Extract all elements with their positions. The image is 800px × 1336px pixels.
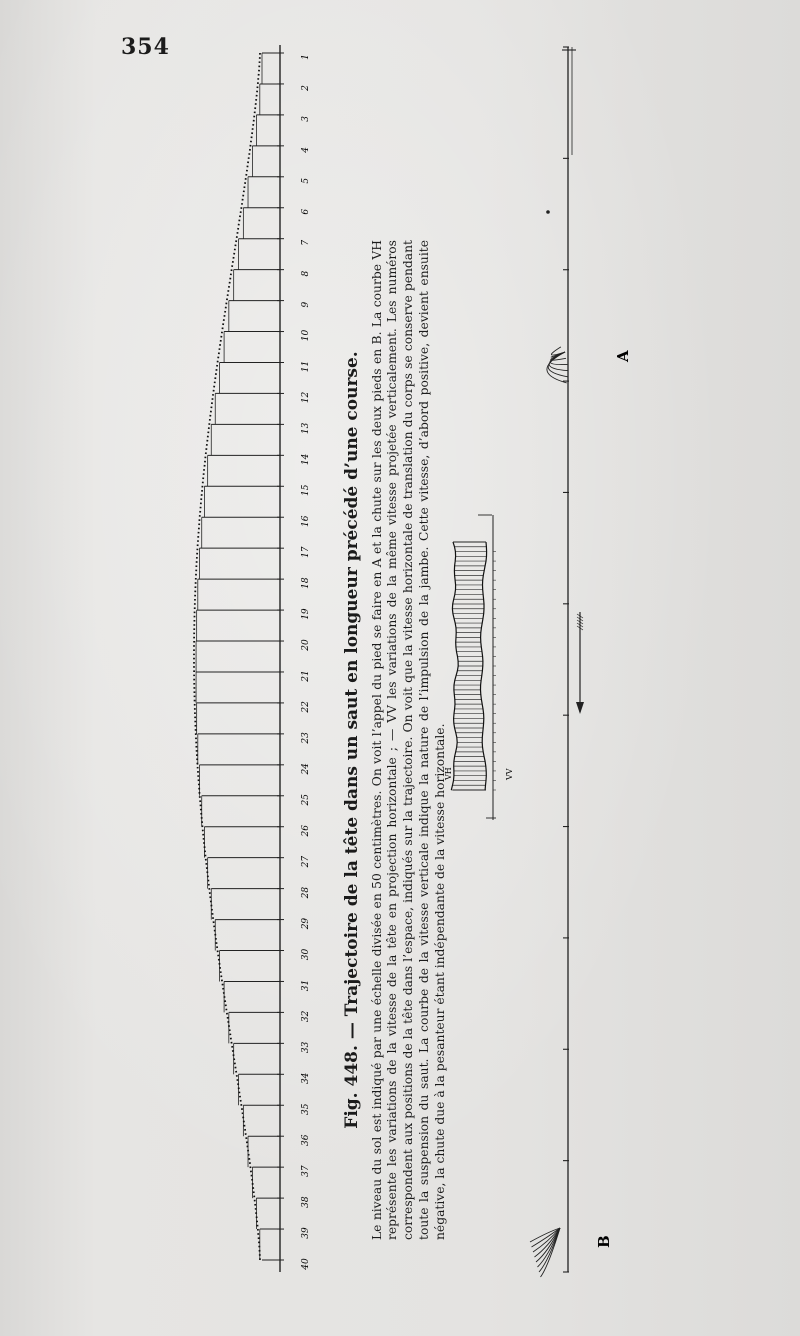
trajectory-dotted-curve	[194, 53, 260, 1260]
ink-dot	[546, 210, 550, 214]
position-number: 33	[301, 1041, 311, 1054]
position-number: 5	[301, 177, 311, 184]
position-number: 27	[301, 855, 311, 868]
position-number: 12	[301, 391, 311, 404]
position-number: 34	[301, 1072, 311, 1085]
position-number: 39	[301, 1227, 311, 1239]
position-number: 32	[301, 1010, 311, 1023]
position-number: 25	[301, 794, 311, 806]
figure-caption	[342, 240, 448, 1240]
position-number: 7	[301, 239, 311, 246]
label-vh: VH	[444, 767, 453, 780]
position-number: 29	[301, 917, 311, 930]
position-number: 19	[301, 608, 311, 620]
position-number: 40	[301, 1258, 311, 1270]
position-number: 11	[301, 360, 311, 373]
direction-arrow-head	[576, 702, 584, 714]
position-number: 37	[301, 1165, 311, 1177]
foot-mark-a	[547, 352, 567, 383]
position-number: 24	[301, 763, 311, 775]
position-number: 10	[301, 329, 311, 342]
label-a: A	[614, 350, 632, 362]
page-number: 354	[121, 34, 170, 60]
ground-scale	[562, 47, 576, 1272]
position-number: 28	[301, 886, 311, 899]
figure-marks	[530, 210, 584, 1277]
position-number: 13	[301, 422, 311, 435]
position-number: 20	[301, 639, 311, 651]
position-number: 21	[301, 670, 311, 682]
foot-mark-a	[551, 347, 565, 355]
position-number: 22	[301, 701, 311, 713]
position-number: 4	[301, 146, 311, 153]
label-b: B	[595, 1235, 613, 1248]
caption-body: Le niveau du sol est indiqué par une échelle divisée en 50 centimètres. On voit l’appel du pied se faire en A et la chute sur les deux pieds en B. La courbe VH représente les variations de la vitesse de la tête en projection horizontale ; — VV les variations de la même vitesse projetée verticalement. Les numéros correspondent aux positions de la tête dans l’espace, indiqués sur la trajectoire. On voit que la vitesse horizontale de translation du corps se conserve pendant toute la suspension du saut. La courbe de la vitesse verticale indique la nature de l’impulsion de la jambe. Cette vitesse, d’abord positive, devient ensuite négative, la chute due à la pesanteur étant indépendante de la vitesse horizontale.	[369, 240, 447, 1240]
position-number: 9	[301, 301, 311, 308]
position-number: 18	[301, 577, 311, 589]
position-number: 16	[301, 515, 311, 527]
head-trajectory	[194, 45, 311, 1272]
position-number: 14	[301, 453, 311, 466]
position-number: 23	[301, 732, 311, 744]
position-number: 17	[301, 546, 311, 558]
position-number: 6	[301, 208, 311, 215]
position-number: 31	[301, 979, 311, 992]
position-number: 3	[301, 116, 311, 122]
position-number: 15	[301, 484, 311, 497]
velocity-curves	[451, 515, 496, 820]
position-number: 8	[301, 270, 311, 277]
vh-curve	[451, 542, 458, 790]
caption-title: Fig. 448. — Trajectoire de la tête dans un saut en longueur précédé d’une course.	[341, 351, 362, 1129]
position-number: 38	[301, 1196, 311, 1208]
label-vv: VV	[505, 768, 514, 780]
position-number: 1	[301, 54, 311, 60]
position-number: 36	[301, 1134, 311, 1146]
position-number: 30	[301, 948, 311, 961]
position-number: 26	[301, 824, 311, 837]
position-number: 35	[301, 1103, 311, 1115]
position-number: 2	[301, 85, 311, 91]
